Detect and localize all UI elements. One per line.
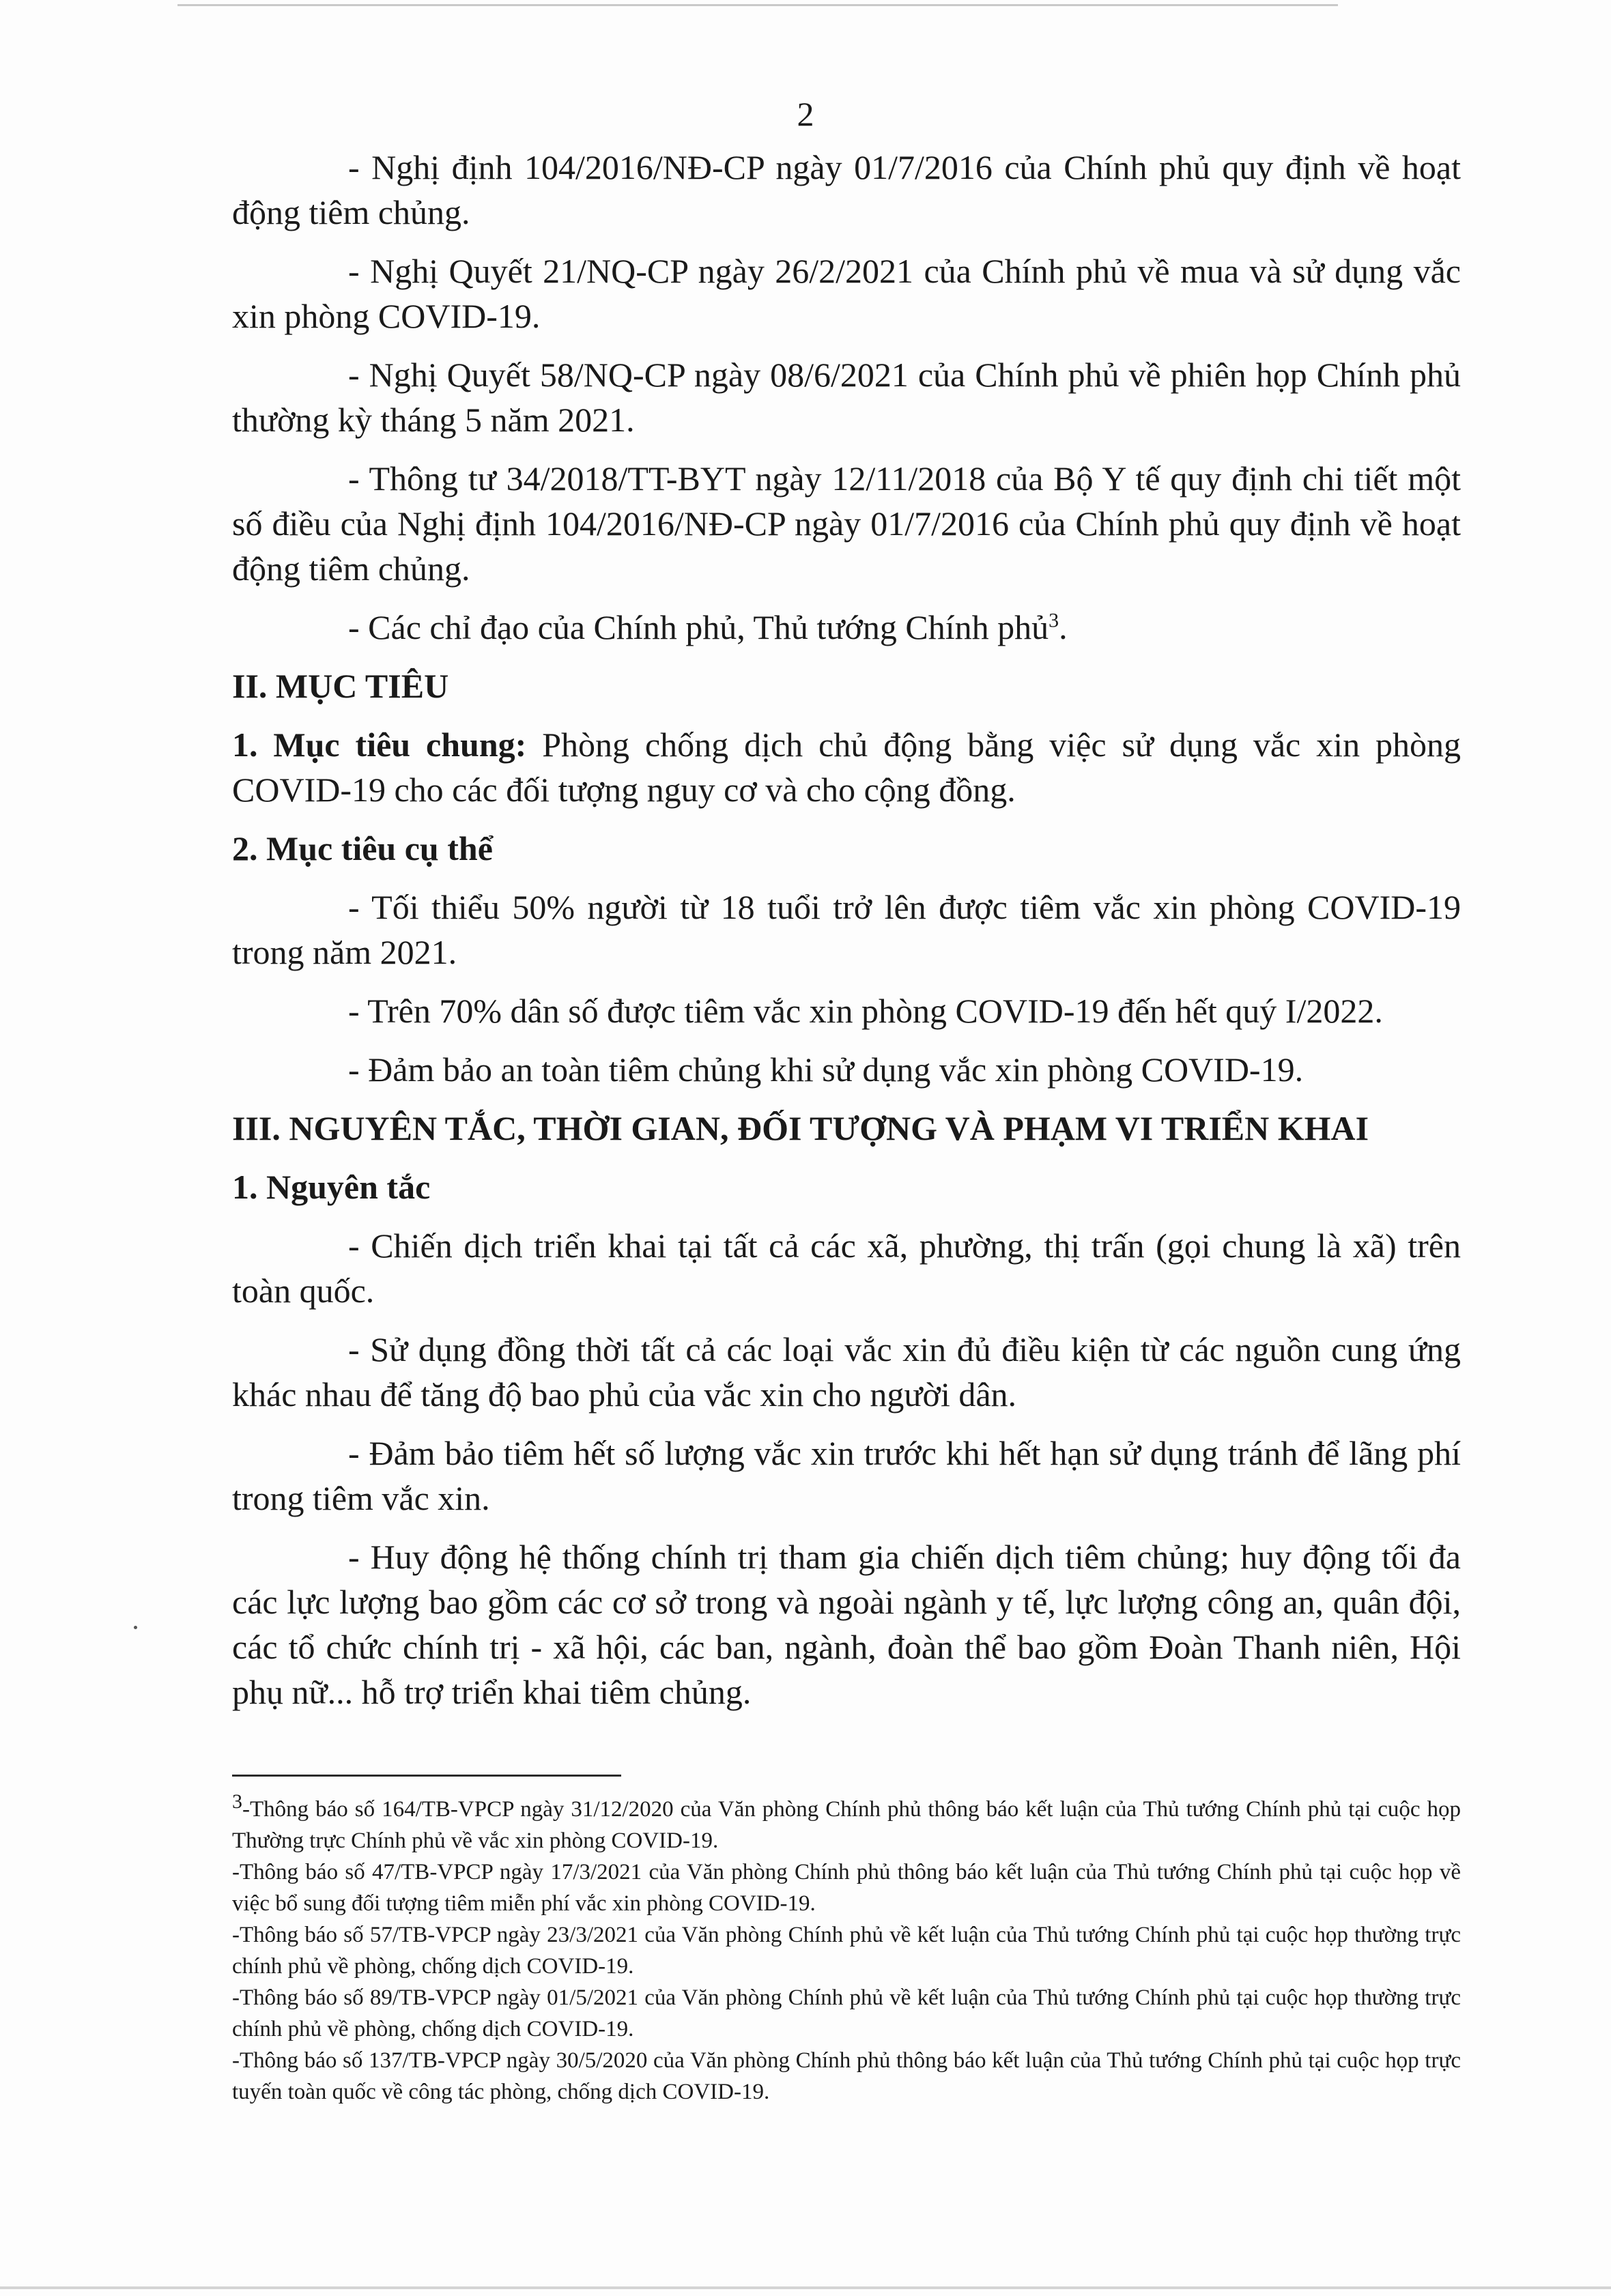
footnote-item: -Thông báo số 57/TB-VPCP ngày 23/3/2021 của Văn phòng Chính phủ về kết luận của Thủ tướng Chính phủ tại cuộc họp thường trực chính phủ về phòng, chống dịch COVID-19. [232,1923,1461,1979]
footnote-item: -Thông báo số 137/TB-VPCP ngày 30/5/2020 của Văn phòng Chính phủ thông báo kết luận của Thủ tướng Chính phủ tại cuộc họp trực tuyến toàn quốc về công tác phòng, chống dịch COVID-19. [232,2048,1461,2104]
scan-edge-bottom [0,2286,1611,2289]
principle-item: - Chiến dịch triển khai tại tất cả các xã, phường, thị trấn (gọi chung là xã) trên toàn quốc. [232,1226,1461,1310]
footnote-item: -Thông báo số 89/TB-VPCP ngày 01/5/2021 của Văn phòng Chính phủ về kết luận của Thủ tướng Chính phủ tại cuộc họp thường trực chính phủ về phòng, chống dịch COVID-19. [232,1985,1461,2041]
scan-edge-top [177,4,1338,6]
section-heading-principles: III. NGUYÊN TẮC, THỜI GIAN, ĐỐI TƯỢNG VÀ PHẠM VI TRIỂN KHAI [232,1109,1369,1147]
directive-end: . [1059,608,1068,646]
specific-goal-item: - Tối thiểu 50% người từ 18 tuổi trở lên được tiêm vắc xin phòng COVID-19 trong năm 2021. [232,888,1461,971]
section-heading-goals: II. MỤC TIÊU [232,667,449,705]
footnote-text: -Thông báo số 164/TB-VPCP ngày 31/12/2020 của Văn phòng Chính phủ thông báo kết luận của Thủ tướng Chính phủ tại cuộc họp Thường trực Chính phủ về vắc xin phòng COVID-19. [232,1797,1461,1853]
footnote-divider [232,1775,621,1777]
legal-basis-item: - Nghị Quyết 21/NQ-CP ngày 26/2/2021 của Chính phủ về mua và sử dụng vắc xin phòng COVID-19. [232,252,1461,335]
legal-basis-directive [232,605,1461,650]
footnotes [232,1790,1461,2108]
footnote-marker: 3 [232,1790,242,1813]
specific-goal-item: - Trên 70% dân số được tiêm vắc xin phòng COVID-19 đến hết quý I/2022. [348,992,1383,1030]
footnote-item [232,1790,1461,1856]
footnote-reference[interactable]: 3 [1049,609,1059,632]
legal-basis-item: - Nghị định 104/2016/NĐ-CP ngày 01/7/2016 của Chính phủ quy định về hoạt động tiêm chủng. [232,148,1461,231]
principles-heading: 1. Nguyên tắc [232,1168,431,1206]
principle-item: - Đảm bảo tiêm hết số lượng vắc xin trước khi hết hạn sử dụng tránh để lãng phí trong tiêm vắc xin. [232,1434,1461,1517]
principle-item: - Sử dụng đồng thời tất cả các loại vắc xin đủ điều kiện từ các nguồn cung ứng khác nhau để tăng độ bao phủ của vắc xin cho người dân. [232,1330,1461,1414]
directive-text: - Các chỉ đạo của Chính phủ, Thủ tướng Chính phủ [348,608,1049,646]
legal-basis-item: - Thông tư 34/2018/TT-BYT ngày 12/11/2018 của Bộ Y tế quy định chi tiết một số điều của Nghị định 104/2016/NĐ-CP ngày 01/7/2016 của Chính phủ quy định về hoạt động tiêm chủng. [232,459,1461,588]
general-goal [232,722,1461,812]
page-number: 2 [797,95,814,133]
footnote-item: -Thông báo số 47/TB-VPCP ngày 17/3/2021 của Văn phòng Chính phủ thông báo kết luận của Thủ tướng Chính phủ tại cuộc họp về việc bổ sung đối tượng tiêm miễn phí vắc xin phòng COVID-19. [232,1860,1461,1916]
specific-goal-item: - Đảm bảo an toàn tiêm chủng khi sử dụng vắc xin phòng COVID-19. [348,1050,1304,1089]
specific-goals-heading: 2. Mục tiêu cụ thể [232,829,493,867]
main-content [232,145,1461,1728]
general-goal-text: Phòng chống dịch chủ động bằng việc sử dụng vắc xin phòng COVID-19 cho các đối tượng nguy cơ và cho cộng đồng. [232,726,1461,809]
principle-item: - Huy động hệ thống chính trị tham gia chiến dịch tiêm chủng; huy động tối đa các lực lượng bao gồm các cơ sở trong và ngoài ngành y tế, lực lượng công an, quân đội, các tổ chức chính trị - xã hội, các ban, ngành, đoàn thể bao gồm Đoàn Thanh niên, Hội phụ nữ... hỗ trợ triển khai tiêm chủng. [232,1538,1461,1711]
legal-basis-item: - Nghị Quyết 58/NQ-CP ngày 08/6/2021 của Chính phủ về phiên họp Chính phủ thường kỳ tháng 5 năm 2021. [232,356,1461,439]
scan-speck [134,1626,137,1629]
general-goal-label: 1. Mục tiêu chung: [232,726,527,764]
